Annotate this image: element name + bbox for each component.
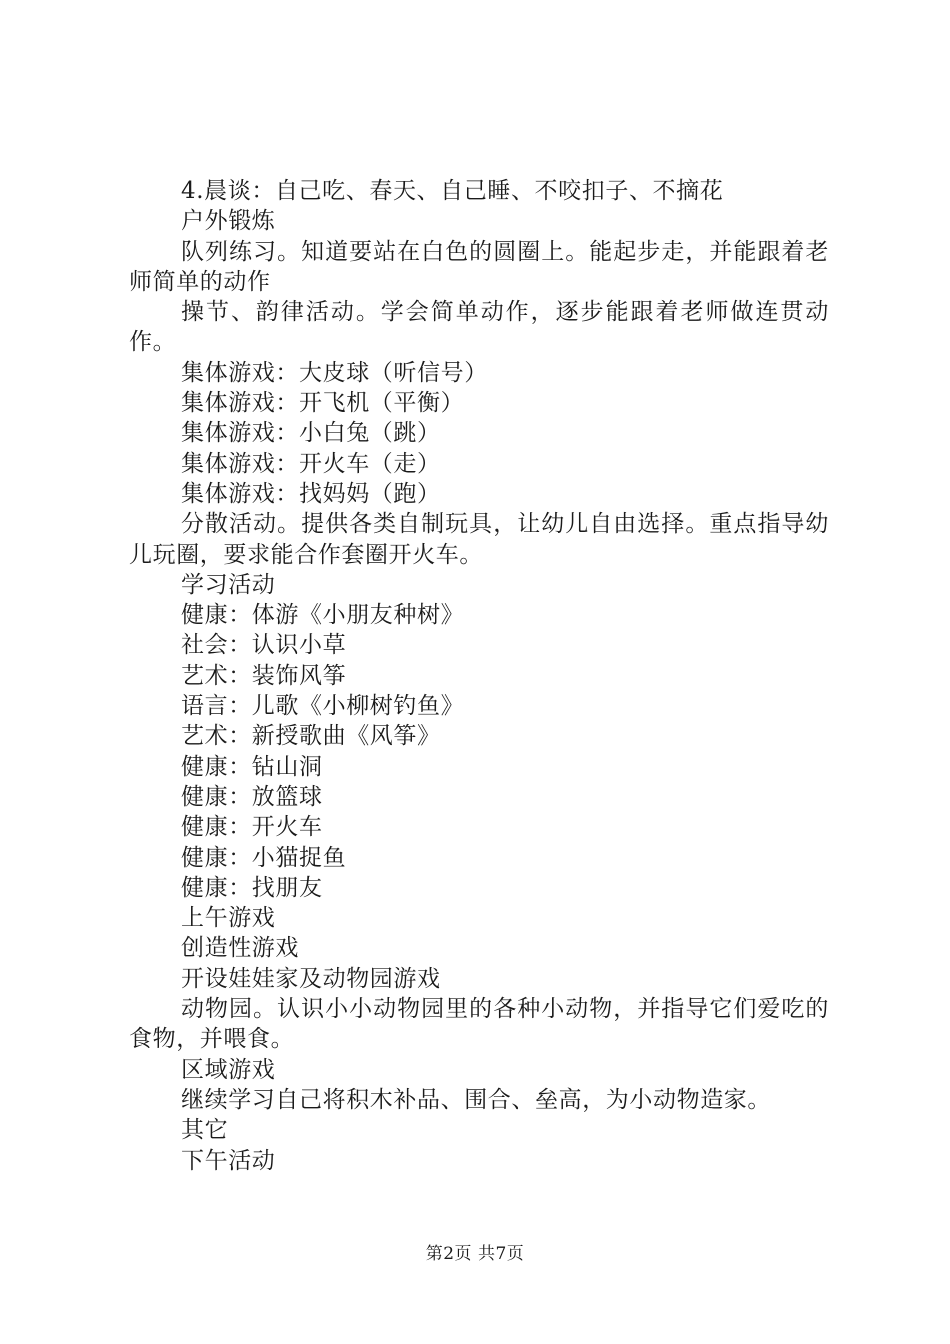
paragraph: 健康：钻山洞 — [181, 753, 323, 780]
paragraph: 语言：儿歌《小柳树钓鱼》 — [181, 693, 465, 720]
paragraph: 创造性游戏 — [181, 935, 299, 962]
paragraph: 集体游戏：小白兔（跳） — [181, 420, 441, 447]
paragraph: 集体游戏：找妈妈（跑） — [181, 480, 441, 507]
paragraph: 社会：认识小草 — [181, 632, 347, 659]
paragraph: 区域游戏 — [181, 1056, 276, 1083]
paragraph: 艺术：新授歌曲《风筝》 — [181, 723, 441, 750]
paragraph: 继续学习自己将积木补品、围合、垒高，为小动物造家。 — [181, 1086, 771, 1113]
paragraph: 分散活动。提供各类自制玩具，让幼儿自由选择。重点指导幼儿玩圈，要求能合作套圈开火车。 — [129, 511, 829, 568]
paragraph: 健康：体游《小朋友种树》 — [181, 602, 465, 629]
paragraph: 集体游戏：开飞机（平衡） — [181, 390, 465, 417]
paragraph: 健康：找朋友 — [181, 874, 323, 901]
paragraph: 上午游戏 — [181, 905, 276, 932]
paragraph: 开设娃娃家及动物园游戏 — [181, 965, 441, 992]
paragraph: 艺术：装饰风筝 — [181, 662, 347, 689]
paragraph: 动物园。认识小小动物园里的各种小动物，并指导它们爱吃的食物，并喂食。 — [129, 996, 829, 1053]
paragraph: 学习活动 — [181, 571, 276, 598]
page-number-footer: 第2页 共7页 — [425, 1244, 525, 1264]
paragraph: 集体游戏：开火车（走） — [181, 450, 441, 477]
paragraph: 操节、韵律活动。学会简单动作，逐步能跟着老师做连贯动作。 — [129, 299, 829, 356]
paragraph: 下午活动 — [181, 1147, 276, 1174]
paragraph: 健康：小猫捉鱼 — [181, 844, 347, 871]
paragraph: 队列练习。知道要站在白色的圆圈上。能起步走，并能跟着老师简单的动作 — [129, 238, 829, 295]
paragraph: 其它 — [181, 1117, 229, 1144]
paragraph: 健康：开火车 — [181, 814, 323, 841]
paragraph: 户外锻炼 — [181, 208, 276, 235]
paragraph: 4.晨谈：自己吃、春天、自己睡、不咬扣子、不摘花 — [181, 178, 724, 204]
document-body — [129, 176, 829, 1176]
paragraph: 集体游戏：大皮球（听信号） — [181, 359, 488, 386]
paragraph: 健康：放篮球 — [181, 783, 323, 810]
